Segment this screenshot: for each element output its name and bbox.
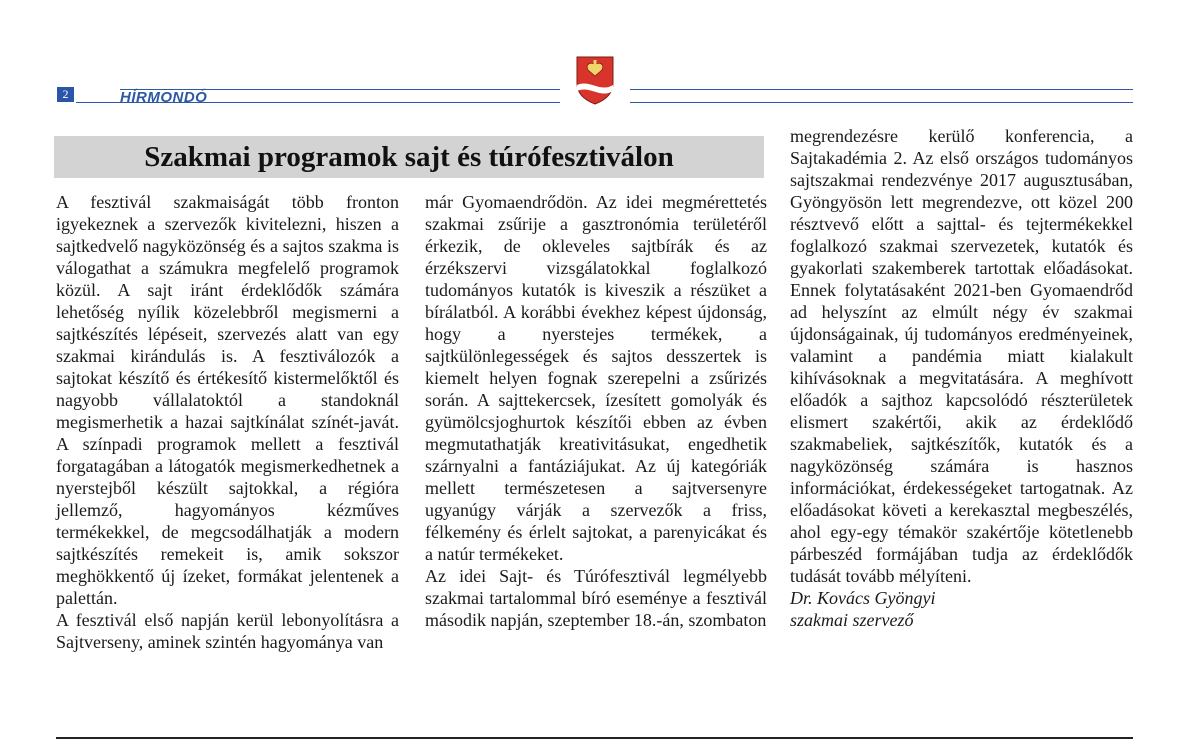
- article-column-1: [56, 191, 399, 653]
- header-rule-right-upper: [630, 89, 1133, 90]
- page-header: [0, 0, 1190, 110]
- header-rule-right-lower: [630, 102, 1133, 103]
- paragraph: Az idei Sajt- és Túrófesztivál legmélyebb szakmai tartalommal bíró eseménye a fesztivál második napján, szeptember 18.-án, szombaton: [425, 566, 767, 630]
- article-column-3: [790, 125, 1133, 631]
- page-number: 2: [57, 87, 74, 102]
- paragraph: megrendezésre kerülő konferencia, a Sajtakadémia 2. Az első országos tudományos sajtszakmai rendezvénye 2017 augusztusában, Gyöngyösön lett megrendezve, ott közel 200 résztvevő előtt a sajttal- és tejtermékekkel foglalkozó szakmai szervezetek, kutatók és gyakorlati szakemberek tartottak előadásokat. Ennek folytatásaként 2021-ben Gyomaendrőd ad helyszínt az elmúlt négy év szakmai újdonságainak, új tudományos eredményeinek, valamint a pandémia miatt kialakult kihívásoknak a megvitatására. A meghívott előadók a sajthoz kapcsolódó részterületek elismert szakértői, akik az érdeklődő szakmabeliek, sajtkészítők, kutatók és a nagyközönség számára is hasznos információkat, érdekességeket tartogatnak. Az előadásokat követi a kerekasztal megbeszélés, ahol egy-egy témakör szakértője kötetlenebb párbeszéd formájában tudja az érdeklődők tudását tovább mélyíteni.: [790, 126, 1133, 586]
- paragraph: A fesztivál első napján kerül lebonyolításra a Sajtverseny, aminek szintén hagyománya van: [56, 610, 399, 652]
- article-title: Szakmai programok sajt és túrófesztiválon: [144, 141, 674, 173]
- masthead: HÍRMONDÓ: [120, 89, 208, 106]
- paragraph: már Gyomaendrődön. Az idei megmérettetés szakmai zsűrije a gasztronómia területéről érkezik, de okleveles sajtbírák és az érzékszervi vizsgálatokkal foglalkozó tudományos kutatók is kiveszik a részüket a bírálatból. A korábbi évekhez képest újdonság, hogy a nyerstejes termékek, a sajtkülönlegességek és sajtos desszertek is kiemelt helyen fognak szerepelni a zsűrizés során. A sajttekercsek, ízesített gomolyák és gyümölcsjoghurtok készítői ebben az évben megmutathatják kreativitásukat, engedhetik szárnyalni a fantáziájukat. Az új kategóriák mellett természetesen a sajtversenyre ugyanúgy várják a szervezők a friss, félkemény és érlelt sajtokat, a parenyicákat és a natúr termékeket.: [425, 192, 767, 564]
- article-column-2: [425, 191, 767, 631]
- paragraph: A fesztivál szakmaiságát több fronton igyekeznek a szervezők kivitelezni, hiszen a sajtkedvelő nagyközönség és a sajtos szakma is válogathat a számukra megfelelő programok közül. A sajt iránt érdeklődők számára lehetőség nyílik közelebbről megismerni a sajtkészítés lépéseit, szervezés alatt van egy szakmai kirándulás is. A fesztiválozók a sajtokat készítő és értékesítő kistermelőktől és nagyobb vállalatoktól a standoknál megismerhetik a hazai sajtkínálat színét-javát. A színpadi programok mellett a fesztivál forgatagában a látogatók megismerkedhetnek a nyerstejből készült sajtokkal, a régióra jellemző, hagyományos kézműves termékekkel, de megcsodálhatják a modern sajtkészítés remekeit is, amik sokszor meghökkentő új ízeket, formákat jelentenek a palettán.: [56, 192, 399, 608]
- article-title-band: [54, 136, 764, 178]
- bottom-rule: [56, 737, 1133, 739]
- coat-of-arms-icon: [575, 55, 615, 105]
- signature-name: Dr. Kovács Gyöngyi: [790, 588, 936, 608]
- signature-role: szakmai szervező: [790, 610, 914, 630]
